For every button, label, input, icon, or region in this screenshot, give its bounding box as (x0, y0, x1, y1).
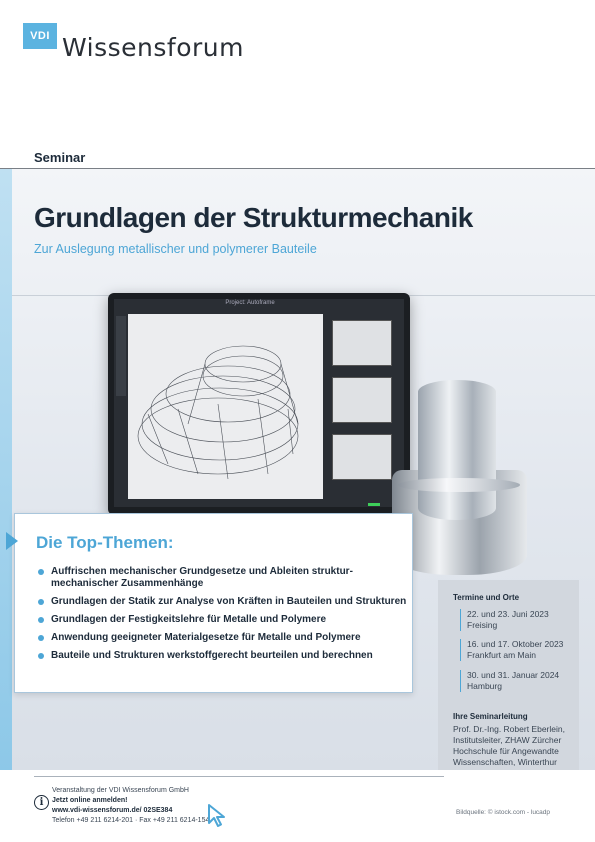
brand-name: Wissensforum (62, 33, 244, 62)
arrow-marker-icon (6, 532, 18, 550)
cursor-arrow-icon (206, 803, 230, 829)
seminarleitung-text: Prof. Dr.-Ing. Robert Eberlein, Institutsleiter, ZHAW Zürcher Hochschule für Angewandte Wissenschaften, Winterthur (453, 724, 565, 767)
place-text: Freising (467, 620, 498, 630)
topic-text: Anwendung geeigneter Materialgesetze für Metalle und Polymere (51, 632, 361, 643)
screen-title: Project: Autoframe (225, 300, 275, 306)
footer-cta: Jetzt online anmelden! (52, 797, 128, 804)
wireframe-graphic (128, 314, 323, 499)
power-led (368, 503, 380, 506)
topic-text: Bauteile und Strukturen werkstoffgerecht beurteilen und berechnen (51, 650, 373, 661)
preview-panel (332, 434, 392, 480)
bullet-icon (38, 617, 44, 623)
cad-toolbar (116, 316, 126, 396)
vdi-logo (23, 23, 57, 49)
date-text: 30. und 31. Januar 2024 (467, 670, 560, 680)
date-text: 22. und 23. Juni 2023 (467, 609, 549, 619)
registration-link[interactable]: www.vdi-wissensforum.de/ 02SE384 (52, 807, 173, 814)
list-item (38, 614, 408, 626)
date-text: 16. und 17. Oktober 2023 (467, 639, 564, 649)
seminarleitung-heading: Ihre Seminarleitung (453, 712, 528, 721)
date-entry (460, 639, 577, 661)
place-text: Frankfurt am Main (467, 650, 536, 660)
list-item (38, 632, 408, 644)
divider (34, 776, 444, 777)
cad-canvas (128, 314, 323, 499)
bullet-icon (38, 653, 44, 659)
metal-part-flange (398, 478, 520, 492)
topic-text: Auffrischen mechanischer Grundgesetze und Ableiten struktur-mechanischer Zusammenhänge (51, 566, 353, 589)
seminar-label: Seminar (34, 150, 86, 165)
bullet-icon (38, 569, 44, 575)
list-item (38, 650, 408, 662)
termine-heading: Termine und Orte (453, 593, 520, 602)
info-icon: i (34, 795, 49, 810)
list-item (38, 596, 408, 608)
footer-contact: Telefon +49 211 6214-201 · Fax +49 211 6214-154 (52, 817, 210, 824)
image-credit: Bildquelle: © istock.com - lucadp (456, 809, 551, 816)
bullet-icon (38, 635, 44, 641)
preview-panel (332, 320, 392, 366)
metal-part-shaft (418, 380, 496, 520)
logo-text: VDI (30, 30, 50, 42)
bullet-icon (38, 599, 44, 605)
list-item (38, 566, 408, 590)
page-title: Grundlagen der Strukturmechanik (34, 202, 473, 233)
topic-text: Grundlagen der Statik zur Analyse von Kräften in Bauteilen und Strukturen (51, 596, 407, 607)
topic-list (38, 566, 408, 668)
date-entry (460, 609, 577, 631)
topic-text: Grundlagen der Festigkeitslehre für Metalle und Polymere (51, 614, 327, 625)
place-text: Hamburg (467, 681, 502, 691)
accent-stripe (0, 169, 12, 770)
date-entry (460, 670, 577, 692)
page-subtitle: Zur Auslegung metallischer und polymerer Bauteile (34, 242, 317, 256)
footer-organizer: Veranstaltung der VDI Wissensforum GmbH (52, 787, 189, 794)
top-themen-heading: Die Top-Themen: (36, 533, 174, 552)
preview-panel (332, 377, 392, 423)
